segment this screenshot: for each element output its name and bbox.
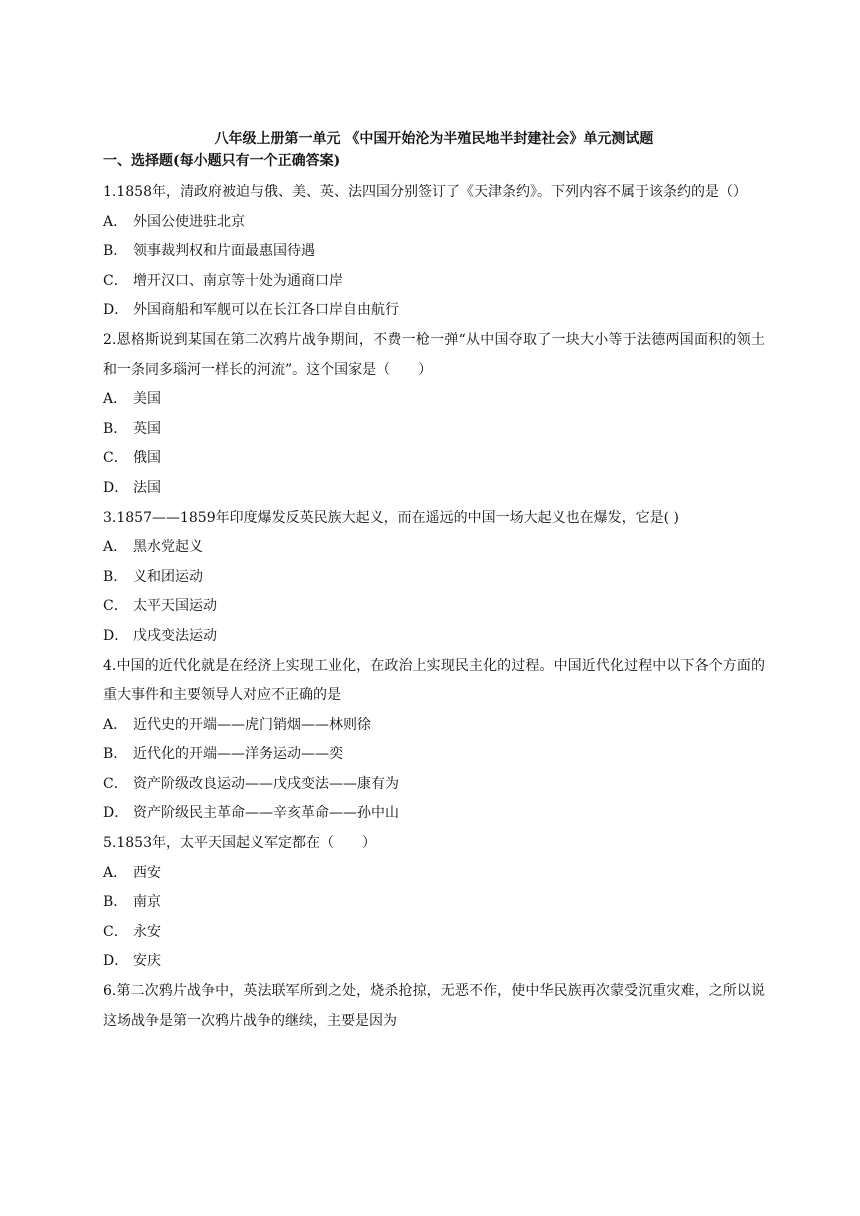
- question-stem: 4.中国的近代化就是在经济上实现工业化，在政治上实现民主化的过程。中国近代化过程中以下各个方面的重大事件和主要领导人对应不正确的是: [103, 657, 765, 704]
- option-text: 安庆: [133, 953, 161, 970]
- option-letter: C．: [103, 272, 128, 289]
- question-stem: 6.第二次鸦片战争中，英法联军所到之处，烧杀抢掠，无恶不作，使中华民族再次蒙受沉重灾难，之所以说这场战争是第一次鸦片战争的继续，主要是因为: [103, 983, 765, 1029]
- option-c: [103, 267, 765, 297]
- option-a: [103, 208, 765, 238]
- option-d: [103, 799, 765, 829]
- option-text: 英国: [133, 420, 161, 437]
- option-b: [103, 740, 765, 770]
- option-b: [103, 237, 765, 267]
- option-text: 外国公使进驻北京: [133, 213, 245, 230]
- question-3: [103, 504, 765, 652]
- option-letter: B．: [103, 568, 128, 585]
- question-stem: 2.恩格斯说到某国在第二次鸦片战争期间，不费一枪一弹“从中国夺取了一块大小等于法德两国面积的领土和一条同多瑙河一样长的河流”。这个国家是（ ）: [103, 331, 765, 378]
- option-a: [103, 385, 765, 415]
- option-letter: B．: [103, 746, 128, 763]
- question-5: [103, 829, 765, 977]
- option-c: [103, 918, 765, 948]
- option-letter: C．: [103, 923, 128, 940]
- option-b: [103, 888, 765, 918]
- option-letter: B．: [103, 243, 128, 260]
- question-stem: 1.1858年，清政府被迫与俄、美、英、法四国分别签订了《天津条约》。下列内容不属于该条约的是（）: [103, 184, 747, 200]
- option-a: [103, 533, 765, 563]
- option-text: 法国: [133, 479, 161, 496]
- option-letter: A．: [103, 391, 128, 408]
- option-text: 美国: [133, 391, 161, 408]
- option-text: 俄国: [133, 450, 161, 467]
- option-text: 义和团运动: [133, 568, 203, 585]
- option-text: 黑水党起义: [133, 539, 203, 556]
- option-a: [103, 711, 765, 741]
- option-text: 增开汉口、南京等十处为通商口岸: [133, 272, 343, 289]
- option-letter: D．: [103, 805, 129, 822]
- option-text: 戊戌变法运动: [133, 627, 217, 644]
- option-letter: D．: [103, 302, 129, 319]
- option-c: [103, 592, 765, 622]
- option-letter: A．: [103, 864, 128, 881]
- option-c: [103, 770, 765, 800]
- question-6: [103, 977, 765, 1036]
- option-letter: B．: [103, 894, 128, 911]
- option-a: [103, 859, 765, 889]
- option-text: 南京: [133, 894, 161, 911]
- option-text: 资产阶级改良运动——戊戌变法——康有为: [133, 775, 399, 792]
- section-heading: 一、选择题(每小题只有一个正确答案): [103, 153, 341, 169]
- option-letter: A．: [103, 213, 128, 230]
- option-c: [103, 444, 765, 474]
- option-text: 西安: [133, 864, 161, 881]
- option-text: 领事裁判权和片面最惠国待遇: [133, 243, 315, 260]
- option-d: [103, 622, 765, 652]
- question-stem: 3.1857——1859年印度爆发反英民族大起义，而在遥远的中国一场大起义也在爆发，它是( ): [103, 509, 679, 526]
- option-text: 太平天国运动: [133, 598, 217, 615]
- option-text: 永安: [133, 923, 161, 940]
- option-letter: A．: [103, 539, 128, 556]
- option-b: [103, 415, 765, 445]
- question-2: [103, 326, 765, 504]
- option-text: 近代化的开端——洋务运动——奕: [133, 746, 343, 763]
- option-b: [103, 563, 765, 593]
- option-letter: C．: [103, 775, 128, 792]
- option-letter: D．: [103, 479, 129, 496]
- option-d: [103, 474, 765, 504]
- option-text: 外国商船和军舰可以在长江各口岸自由航行: [133, 302, 399, 319]
- document-title: 八年级上册第一单元 《中国开始沦为半殖民地半封建社会》单元测试题: [214, 131, 654, 147]
- question-stem: 5.1853年，太平天国起义军定都在（ ）: [103, 835, 376, 852]
- option-letter: A．: [103, 716, 128, 733]
- option-letter: D．: [103, 627, 129, 644]
- option-text: 近代史的开端——虎门销烟——林则徐: [133, 716, 371, 733]
- option-letter: B．: [103, 420, 128, 437]
- question-1: [103, 178, 765, 326]
- option-text: 资产阶级民主革命——辛亥革命——孙中山: [133, 805, 399, 822]
- option-letter: C．: [103, 450, 128, 467]
- option-d: [103, 947, 765, 977]
- question-4: [103, 652, 765, 830]
- option-d: [103, 296, 765, 326]
- option-letter: D．: [103, 953, 129, 970]
- document-page: [103, 128, 765, 1036]
- option-letter: C．: [103, 598, 128, 615]
